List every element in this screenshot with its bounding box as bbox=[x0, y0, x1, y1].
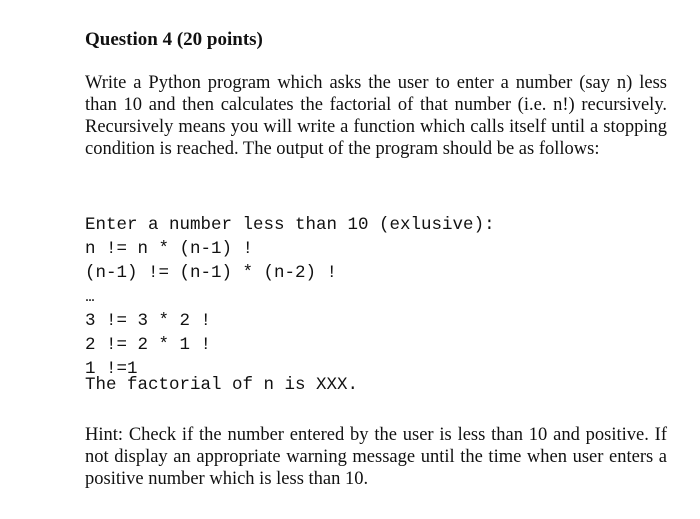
code-line-n-minus-1-factorial: (n-1) != (n-1) * (n-2) ! bbox=[85, 263, 338, 283]
code-line-2-factorial: 2 != 2 * 1 ! bbox=[85, 335, 212, 355]
code-line-n-factorial: n != n * (n-1) ! bbox=[85, 239, 254, 259]
question-body: Write a Python program which asks the user to enter a number (say n) less than 10 and then calculates the factorial of that number (i.e. n!) recursively. Recursively means you will write a function which calls itself until a stopping condition is reached. The output of the program should be as follows: bbox=[85, 73, 667, 159]
code-line-result: The factorial of n is XXX. bbox=[85, 375, 359, 395]
question-title: Question 4 (20 points) bbox=[85, 29, 263, 50]
code-line-prompt: Enter a number less than 10 (exlusive): bbox=[85, 215, 495, 235]
question-document bbox=[85, 28, 667, 489]
code-ellipsis: ... bbox=[85, 288, 94, 305]
hint-paragraph: Hint: Check if the number entered by the user is less than 10 and positive. If not display an appropriate warning message until the time when user enters a positive number which is less than 10. bbox=[85, 425, 667, 489]
code-line-1-factorial: 1 !=1 bbox=[85, 359, 138, 379]
code-line-3-factorial: 3 != 3 * 2 ! bbox=[85, 311, 212, 331]
